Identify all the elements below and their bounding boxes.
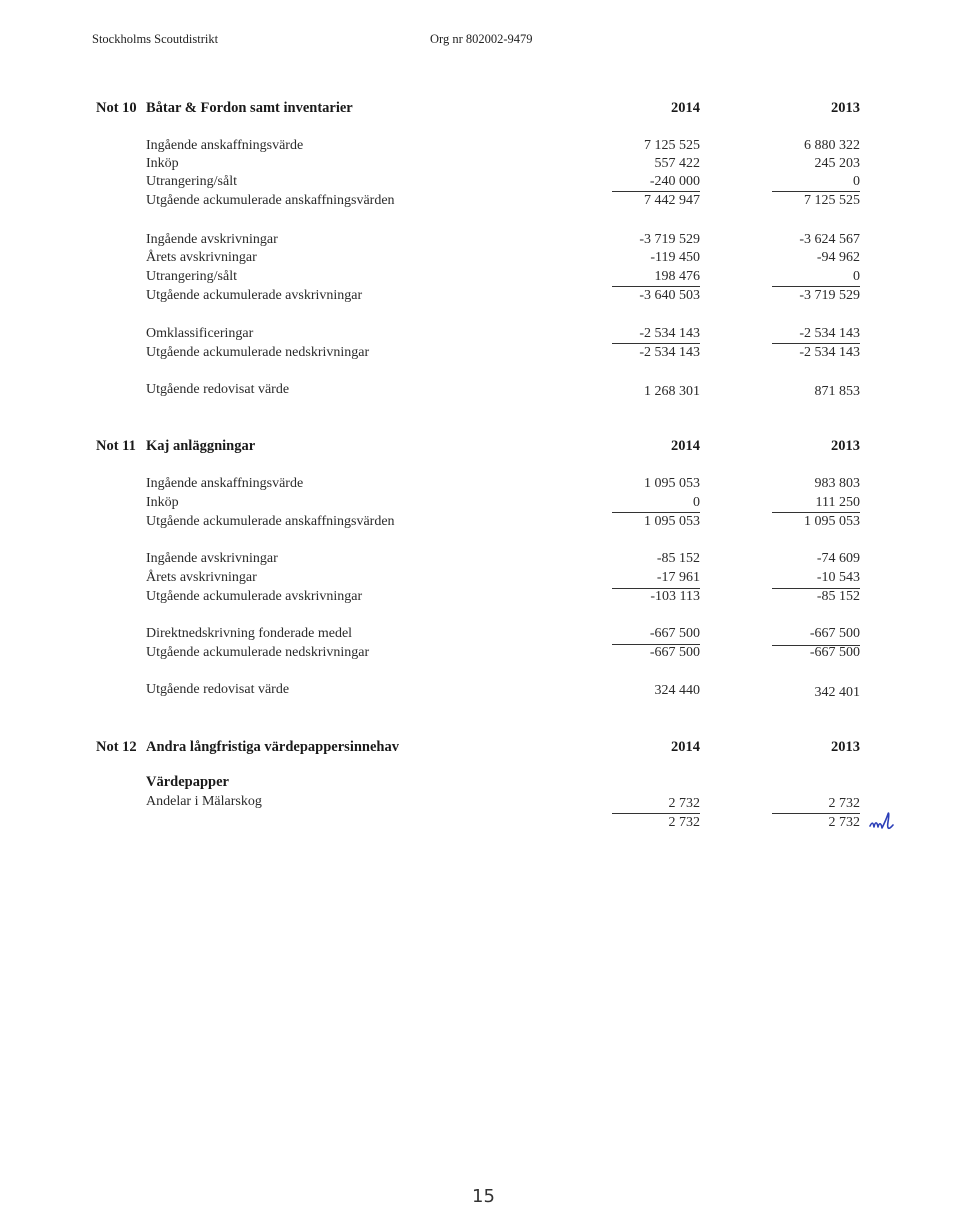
value-2013: -2 534 143 — [799, 326, 860, 341]
note-number: Not 12 — [96, 739, 137, 755]
row-label: Årets avskrivningar — [146, 250, 257, 265]
value-2014: -85 152 — [656, 551, 700, 566]
value-2014: -667 500 — [649, 626, 700, 641]
note-number: Not 10 — [96, 100, 137, 116]
note-title — [96, 438, 255, 455]
org-number: Org nr 802002-9479 — [430, 32, 533, 46]
year-2014-header: 2014 — [671, 100, 700, 116]
page-number: 15 — [472, 1186, 495, 1207]
value-2014: -2 534 143 — [639, 345, 700, 360]
value-2014: 1 095 053 — [644, 514, 700, 529]
value-2014: 557 422 — [654, 156, 700, 171]
value-2014: 324 440 — [654, 683, 700, 698]
value-2013: 111 250 — [815, 495, 860, 510]
value-2014: 1 268 301 — [644, 384, 700, 399]
subtotal-rule — [612, 343, 700, 344]
value-2014: -2 534 143 — [639, 326, 700, 341]
value-2014: -103 113 — [650, 589, 700, 604]
row-label: Utgående ackumulerade avskrivningar — [146, 589, 363, 604]
value-2014: 1 095 053 — [644, 476, 700, 491]
value-2013: 871 853 — [814, 384, 860, 399]
value-2013: 983 803 — [814, 476, 860, 491]
table-row — [0, 682, 960, 700]
value-2013: -3 624 567 — [799, 232, 860, 247]
value-2014: 0 — [693, 495, 700, 510]
value-2014: -3 719 529 — [639, 232, 700, 247]
organization-name: Stockholms Scoutdistrikt — [92, 32, 219, 46]
value-2014: -3 640 503 — [639, 288, 700, 303]
table-row — [0, 476, 960, 494]
row-label: Andelar i Mälarskog — [146, 794, 262, 809]
subtotal-rule — [772, 343, 860, 344]
table-row — [0, 250, 960, 268]
table-row — [0, 514, 960, 532]
row-label: Omklassificeringar — [146, 326, 254, 341]
row-label: Utgående ackumulerade avskrivningar — [146, 288, 363, 303]
value-2013: -2 534 143 — [799, 345, 860, 360]
value-2013: 1 095 053 — [804, 514, 860, 529]
value-2013: -3 719 529 — [799, 288, 860, 303]
value-2013: 342 401 — [814, 685, 860, 700]
table-row — [0, 269, 960, 287]
value-2013: 6 880 322 — [804, 138, 860, 153]
value-2013: -667 500 — [809, 645, 860, 660]
table-row — [0, 326, 960, 344]
value-2013: -94 962 — [816, 250, 860, 265]
subtotal-rule — [612, 286, 700, 287]
row-label: Årets avskrivningar — [146, 570, 257, 585]
table-row — [0, 794, 960, 812]
value-2014: 7 125 525 — [644, 138, 700, 153]
row-label: Utrangering/sålt — [146, 174, 237, 189]
table-row — [0, 193, 960, 211]
table-row — [0, 345, 960, 363]
value-2013: 245 203 — [814, 156, 860, 171]
row-label: Inköp — [146, 156, 179, 171]
handwritten-initials — [868, 808, 898, 838]
table-row — [0, 626, 960, 644]
value-2014: -17 961 — [656, 570, 700, 585]
year-2014-header: 2014 — [671, 739, 700, 755]
table-row — [0, 570, 960, 588]
table-row — [0, 589, 960, 607]
value-2013: 7 125 525 — [804, 193, 860, 208]
note-title — [96, 739, 399, 756]
row-label: Utrangering/sålt — [146, 269, 237, 284]
value-2014: -240 000 — [649, 174, 700, 189]
row-label: Utgående redovisat värde — [146, 382, 290, 397]
note-heading: Andra långfristiga värdepappersinnehav — [146, 739, 399, 755]
value-2014: -119 450 — [650, 250, 700, 265]
value-2013: 2 732 — [828, 815, 860, 830]
row-label: Direktnedskrivning fonderade medel — [146, 626, 353, 641]
value-2014: 198 476 — [654, 269, 700, 284]
table-row — [0, 156, 960, 174]
table-row — [0, 232, 960, 250]
year-2013-header: 2013 — [831, 100, 860, 116]
row-label: Ingående avskrivningar — [146, 551, 278, 566]
row-label: Utgående ackumulerade anskaffningsvärden — [146, 514, 395, 529]
value-2013: -667 500 — [809, 626, 860, 641]
value-2013: 2 732 — [828, 796, 860, 811]
subtotal-rule — [772, 512, 860, 513]
value-2013: -85 152 — [816, 589, 860, 604]
note-heading: Båtar & Fordon samt inventarier — [146, 100, 353, 116]
row-label: Ingående anskaffningsvärde — [146, 138, 304, 153]
value-2013: 0 — [853, 174, 860, 189]
subtotal-rule — [612, 512, 700, 513]
note-heading: Kaj anläggningar — [146, 438, 256, 454]
subtotal-rule — [772, 813, 860, 814]
subtotal-rule — [612, 813, 700, 814]
value-2014: 2 732 — [668, 796, 700, 811]
year-2013-header: 2013 — [831, 739, 860, 755]
table-row — [0, 138, 960, 156]
table-row — [0, 382, 960, 400]
table-row — [0, 288, 960, 306]
row-label: Ingående anskaffningsvärde — [146, 476, 304, 491]
row-label: Inköp — [146, 495, 179, 510]
subtotal-rule — [772, 286, 860, 287]
row-label: Utgående ackumulerade anskaffningsvärden — [146, 193, 395, 208]
note-number: Not 11 — [96, 438, 136, 454]
row-label: Utgående redovisat värde — [146, 682, 290, 697]
subtotal-rule — [612, 191, 700, 192]
value-2013: -10 543 — [816, 570, 860, 585]
table-row — [0, 815, 960, 833]
table-row — [0, 551, 960, 569]
value-2014: -667 500 — [649, 645, 700, 660]
table-row — [0, 174, 960, 192]
table-row — [0, 495, 960, 513]
section-subheading: Värdepapper — [146, 774, 229, 790]
table-row — [0, 645, 960, 663]
value-2013: 0 — [853, 269, 860, 284]
note-title — [96, 100, 353, 117]
year-2014-header: 2014 — [671, 438, 700, 454]
row-label: Utgående ackumulerade nedskrivningar — [146, 645, 370, 660]
year-2013-header: 2013 — [831, 438, 860, 454]
row-label: Ingående avskrivningar — [146, 232, 278, 247]
value-2014: 2 732 — [668, 815, 700, 830]
row-label: Utgående ackumulerade nedskrivningar — [146, 345, 370, 360]
value-2013: -74 609 — [816, 551, 860, 566]
subtotal-rule — [772, 191, 860, 192]
value-2014: 7 442 947 — [644, 193, 700, 208]
